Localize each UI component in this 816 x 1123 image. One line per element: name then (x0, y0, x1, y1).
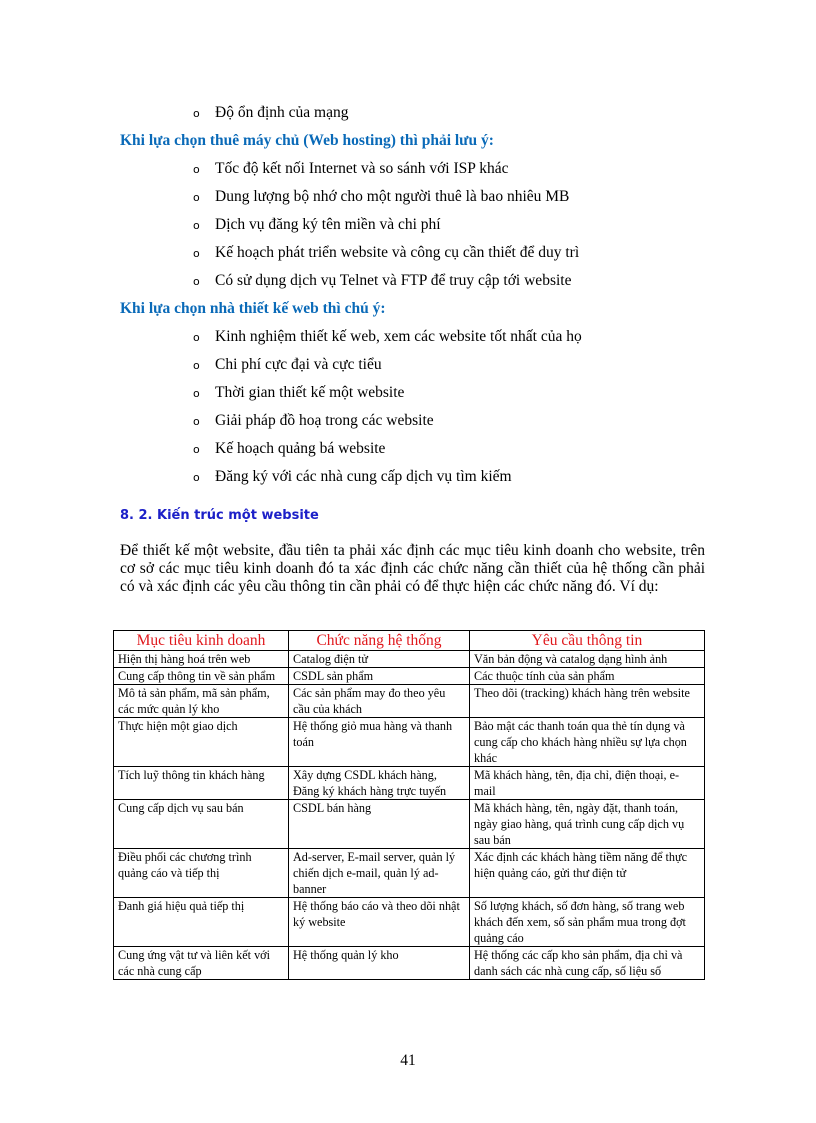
table-row (114, 767, 705, 800)
list-item-text: Chi phí cực đại và cực tiểu (215, 356, 382, 373)
list-item (193, 412, 434, 431)
table-cell: Theo dõi (tracking) khách hàng trên website (470, 685, 705, 718)
list-item (193, 216, 441, 235)
list-item (193, 244, 579, 263)
table-row (114, 651, 705, 668)
table-cell: Ad-server, E-mail server, quản lý chiến dịch e-mail, quản lý ad-banner (289, 849, 470, 898)
list-item-text: Dung lượng bộ nhớ cho một người thuê là bao nhiêu MB (215, 188, 570, 205)
bullet-marker: o (193, 471, 200, 484)
bullet-marker: o (193, 331, 200, 344)
table-cell: Cung ứng vật tư và liên kết với các nhà cung cấp (114, 947, 289, 980)
table-row (114, 718, 705, 767)
table-cell: Cung cấp thông tin về sản phẩm (114, 668, 289, 685)
table-cell: Văn bản động và catalog dạng hình ảnh (470, 651, 705, 668)
bullet-marker: o (193, 163, 200, 176)
table-cell: Các sản phẩm may đo theo yêu cầu của khách (289, 685, 470, 718)
bullet-marker: o (193, 275, 200, 288)
list-item (193, 356, 382, 375)
page-number: 41 (400, 1052, 416, 1069)
table-cell: Hiện thị hàng hoá trên web (114, 651, 289, 668)
bullet-marker: o (193, 247, 200, 260)
table-cell: CSDL sản phẩm (289, 668, 470, 685)
bullet-marker: o (193, 443, 200, 456)
list-item-text: Giải pháp đồ hoạ trong các website (215, 412, 434, 429)
table-cell: Hệ thống các cấp kho sản phẩm, địa chỉ và danh sách các nhà cung cấp, số liệu số (470, 947, 705, 980)
list-item-text: Tốc độ kết nối Internet và so sánh với ISP khác (215, 160, 509, 177)
list-item (193, 328, 582, 347)
list-item-text: Có sử dụng dịch vụ Telnet và FTP để truy cập tới website (215, 272, 572, 289)
column-header-business-goal: Mục tiêu kinh doanh (114, 631, 289, 651)
table-row (114, 668, 705, 685)
bullet-marker: o (193, 191, 200, 204)
bullet-marker: o (193, 359, 200, 372)
table-row (114, 685, 705, 718)
table-row (114, 800, 705, 849)
designer-heading: Khi lựa chọn nhà thiết kế web thì chú ý: (120, 300, 386, 317)
list-item (193, 468, 512, 487)
column-header-system-function: Chức năng hệ thống (289, 631, 470, 651)
bullet-marker: o (193, 387, 200, 400)
section-paragraph: Để thiết kế một website, đầu tiên ta phải xác định các mục tiêu kinh doanh cho website, trên cơ sở các mục tiêu kinh doanh đó ta xác định các chức năng cần thiết của hệ thống cần phải có và xác định các yêu cầu thông tin cần phải có để thực hiện các chức năng đó. Ví dụ: (120, 542, 705, 595)
list-item-text: Dịch vụ đăng ký tên miền và chi phí (215, 216, 441, 233)
table-cell: Điều phối các chương trình quảng cáo và tiếp thị (114, 849, 289, 898)
list-item (193, 104, 348, 123)
table-cell: Các thuộc tính của sản phẩm (470, 668, 705, 685)
table-cell: Xây dựng CSDL khách hàng, Đăng ký khách hàng trực tuyến (289, 767, 470, 800)
list-item (193, 188, 569, 207)
table-cell: Xác định các khách hàng tiềm năng để thực hiện quảng cáo, gửi thư điện tử (470, 849, 705, 898)
table-cell: Thực hiện một giao dịch (114, 718, 289, 767)
section-title: 8. 2. Kiến trúc một website (120, 508, 319, 523)
table-header-row (114, 631, 705, 651)
table-cell: Catalog điện tử (289, 651, 470, 668)
table-cell: Mô tả sản phẩm, mã sản phẩm, các mức quản lý kho (114, 685, 289, 718)
bullet-marker: o (193, 219, 200, 232)
table-cell: Bảo mật các thanh toán qua thẻ tín dụng và cung cấp cho khách hàng nhiều sự lựa chọn khác (470, 718, 705, 767)
list-item-text: Kế hoạch phát triển website và công cụ cần thiết để duy trì (215, 244, 580, 261)
list-item-text: Kinh nghiệm thiết kế web, xem các website tốt nhất của họ (215, 328, 582, 345)
business-goals-table (113, 630, 705, 980)
table-cell: Hệ thống báo cáo và theo dõi nhật ký website (289, 898, 470, 947)
list-item (193, 272, 571, 291)
hosting-heading: Khi lựa chọn thuê máy chủ (Web hosting) thì phải lưu ý: (120, 132, 494, 149)
column-header-information-requirement: Yêu cầu thông tin (470, 631, 705, 651)
list-item (193, 440, 385, 459)
table-cell: Hệ thống quản lý kho (289, 947, 470, 980)
table-row (114, 947, 705, 980)
table-row (114, 898, 705, 947)
list-item-text: Thời gian thiết kế một website (215, 384, 405, 401)
table-cell: Mã khách hàng, tên, ngày đặt, thanh toán, ngày giao hàng, quá trình cung cấp dịch vụ sau bán (470, 800, 705, 849)
table-cell: Mã khách hàng, tên, địa chỉ, điện thoại, e-mail (470, 767, 705, 800)
table-cell: Số lượng khách, số đơn hàng, số trang web khách đến xem, số sản phẩm mua trong đợt quảng cáo (470, 898, 705, 947)
list-item (193, 160, 508, 179)
list-item-text: Độ ổn định của mạng (215, 104, 349, 121)
table-cell: Đanh giá hiệu quả tiếp thị (114, 898, 289, 947)
table-cell: Tích luỹ thông tin khách hàng (114, 767, 289, 800)
bullet-marker: o (193, 415, 200, 428)
table-row (114, 849, 705, 898)
table-cell: CSDL bán hàng (289, 800, 470, 849)
list-item (193, 384, 404, 403)
list-item-text: Đăng ký với các nhà cung cấp dịch vụ tìm kiếm (215, 468, 512, 485)
table-cell: Hệ thống giỏ mua hàng và thanh toán (289, 718, 470, 767)
bullet-marker: o (193, 107, 200, 120)
table-cell: Cung cấp dịch vụ sau bán (114, 800, 289, 849)
list-item-text: Kế hoạch quảng bá website (215, 440, 386, 457)
